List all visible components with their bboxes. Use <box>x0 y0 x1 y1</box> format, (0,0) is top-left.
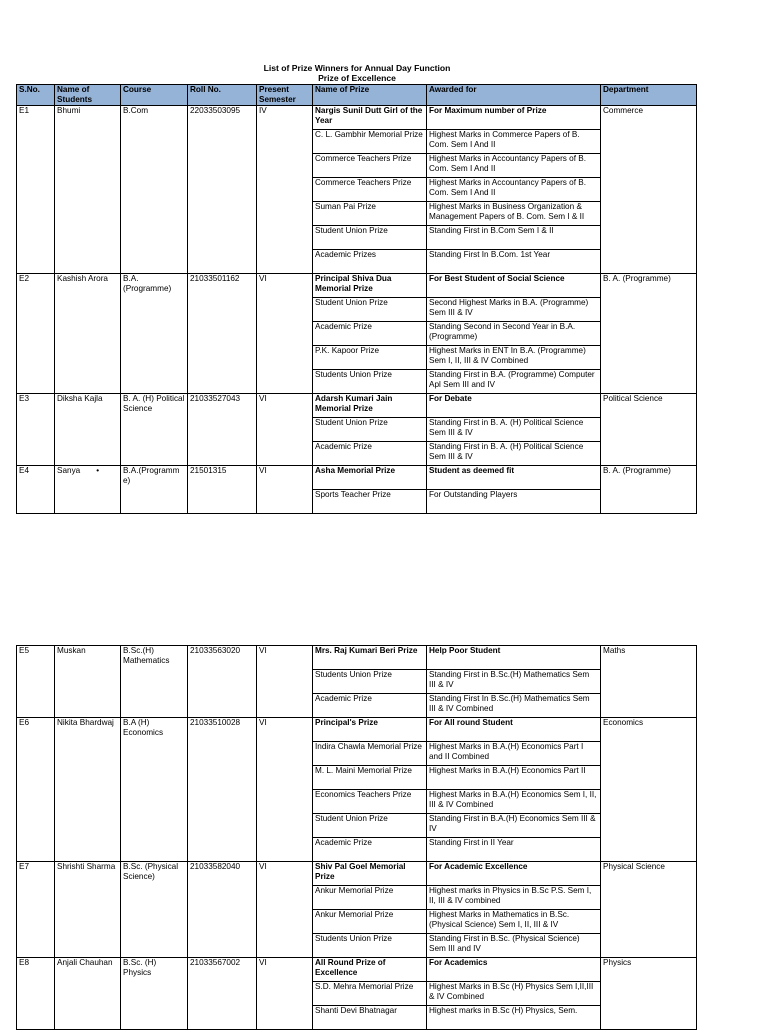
awarded-for-cell: Highest Marks in Mathematics in B.Sc. (Physical Science) Sem I, II, III & IV <box>427 910 601 934</box>
awarded-for-cell: Standing First in II Year <box>427 838 601 862</box>
awarded-for-cell: For Maximum number of Prize <box>427 106 601 130</box>
course-cell: B.A (H) Economics <box>121 718 188 862</box>
prize-name-cell: Student Union Prize <box>313 418 427 442</box>
awarded-for-cell: Standing First in B.Com Sem I & II <box>427 226 601 250</box>
table-row <box>17 466 697 490</box>
document-subtitle: Prize of Excellence <box>318 73 396 83</box>
awarded-for-cell: Highest Marks in Accountancy Papers of B. Com. Sem I And II <box>427 178 601 202</box>
roll-number-cell: 21033510028 <box>188 718 257 862</box>
roll-number-cell: 21501315 <box>188 466 257 514</box>
prize-name-cell: Academic Prize <box>313 694 427 718</box>
prize-name-cell: Indira Chawla Memorial Prize <box>313 742 427 766</box>
department-cell: Commerce <box>601 106 697 274</box>
serial-number-cell: E3 <box>17 394 55 466</box>
semester-cell: VI <box>257 394 313 466</box>
roll-number-cell: 21033563020 <box>188 646 257 718</box>
table-row <box>17 394 697 418</box>
prize-name-cell: Commerce Teachers Prize <box>313 178 427 202</box>
awarded-for-cell: Highest Marks in Commerce Papers of B. Com. Sem I And II <box>427 130 601 154</box>
prize-name-cell: Ankur Memorial Prize <box>313 886 427 910</box>
table-row <box>17 958 697 982</box>
prize-name-cell: S.D. Mehra Memorial Prize <box>313 982 427 1006</box>
awarded-for-cell: Highest Marks in Business Organization & Management Papers of B. Com. Sem I & II <box>427 202 601 226</box>
prize-name-cell: Principal's Prize <box>313 718 427 742</box>
prize-name-cell: M. L. Maini Memorial Prize <box>313 766 427 790</box>
prize-name-cell: Adarsh Kumari Jain Memorial Prize <box>313 394 427 418</box>
awarded-for-cell: Standing First in B. A. (H) Political Science Sem III & IV <box>427 442 601 466</box>
awarded-for-cell: Highest Marks in B.A.(H) Economics Sem I, II, III & IV Combined <box>427 790 601 814</box>
student-name-cell: Shrishti Sharma <box>55 862 121 958</box>
prize-table-part-2 <box>16 645 697 1030</box>
awarded-for-cell: Standing First in B.A. (Programme) Computer Apl Sem III and IV <box>427 370 601 394</box>
prize-name-cell: All Round Prize of Excellence <box>313 958 427 982</box>
student-name-cell: Kashish Arora <box>55 274 121 394</box>
awarded-for-cell: Student as deemed fit <box>427 466 601 490</box>
awarded-for-cell: For Academics <box>427 958 601 982</box>
header-roll: Roll No. <box>188 85 257 106</box>
prize-name-cell: C. L. Gambhir Memorial Prize <box>313 130 427 154</box>
department-cell: B. A. (Programme) <box>601 274 697 394</box>
awarded-for-cell: For Debate <box>427 394 601 418</box>
student-name-cell: Sanya • <box>55 466 121 514</box>
prize-name-cell: Nargis Sunil Dutt Girl of the Year <box>313 106 427 130</box>
awarded-for-cell: Highest marks in Physics in B.Sc P.S. Sem I, II, III & IV combined <box>427 886 601 910</box>
prize-name-cell: Academic Prize <box>313 442 427 466</box>
prize-name-cell: Principal Shiva Dua Memorial Prize <box>313 274 427 298</box>
serial-number-cell: E4 <box>17 466 55 514</box>
student-name-cell: Anjali Chauhan <box>55 958 121 1030</box>
header-sno: S.No. <box>17 85 55 106</box>
serial-number-cell: E5 <box>17 646 55 718</box>
awarded-for-cell: Highest marks in B.Sc (H) Physics, Sem. <box>427 1006 601 1030</box>
department-cell: Political Science <box>601 394 697 466</box>
awarded-for-cell: Highest Marks in B.Sc (H) Physics Sem I,II,III & IV Combined <box>427 982 601 1006</box>
awarded-for-cell: Standing Second in Second Year in B.A. (Programme) <box>427 322 601 346</box>
awarded-for-cell: Standing First In B.Sc.(H) Mathematics Sem III & IV Combined <box>427 694 601 718</box>
prize-name-cell: Student Union Prize <box>313 226 427 250</box>
prize-name-cell: Student Union Prize <box>313 814 427 838</box>
prize-name-cell: Academic Prizes <box>313 250 427 274</box>
course-cell: B.A.(Programm e) <box>121 466 188 514</box>
serial-number-cell: E2 <box>17 274 55 394</box>
prize-name-cell: Suman Pai Prize <box>313 202 427 226</box>
roll-number-cell: 21033567002 <box>188 958 257 1030</box>
prize-name-cell: Ankur Memorial Prize <box>313 910 427 934</box>
department-cell: Maths <box>601 646 697 718</box>
prize-name-cell: P.K. Kapoor Prize <box>313 346 427 370</box>
awarded-for-cell: For Academic Excellence <box>427 862 601 886</box>
awarded-for-cell: For All round Student <box>427 718 601 742</box>
serial-number-cell: E8 <box>17 958 55 1030</box>
awarded-for-cell: Highest Marks in Accountancy Papers of B. Com. Sem I And II <box>427 154 601 178</box>
prize-name-cell: Students Union Prize <box>313 934 427 958</box>
awarded-for-cell: Highest Marks in ENT In B.A. (Programme) Sem I, II, III & IV Combined <box>427 346 601 370</box>
header-name: Name of Students <box>55 85 121 106</box>
awarded-for-cell: Standing First in B.A.(H) Economics Sem III & IV <box>427 814 601 838</box>
table-row <box>17 718 697 742</box>
awarded-for-cell: Standing First In B.Com. 1st Year <box>427 250 601 274</box>
semester-cell: VI <box>257 646 313 718</box>
header-department: Department <box>601 85 697 106</box>
semester-cell: VI <box>257 718 313 862</box>
department-cell: Physics <box>601 958 697 1030</box>
prize-name-cell: Academic Prize <box>313 838 427 862</box>
course-cell: B.Sc.(H) Mathematics <box>121 646 188 718</box>
student-name-cell: Nikita Bhardwaj <box>55 718 121 862</box>
header-semester: Present Semester <box>257 85 313 106</box>
awarded-for-cell: Highest Marks in B.A.(H) Economics Part II <box>427 766 601 790</box>
prize-name-cell: Shanti Devi Bhatnagar <box>313 1006 427 1030</box>
prize-name-cell: Commerce Teachers Prize <box>313 154 427 178</box>
prize-name-cell: Mrs. Raj Kumari Beri Prize <box>313 646 427 670</box>
roll-number-cell: 21033582040 <box>188 862 257 958</box>
course-cell: B.Com <box>121 106 188 274</box>
student-name-cell: Diksha Kajla <box>55 394 121 466</box>
semester-cell: IV <box>257 106 313 274</box>
awarded-for-cell: Standing First in B. A. (H) Political Science Sem III & IV <box>427 418 601 442</box>
awarded-for-cell: Help Poor Student <box>427 646 601 670</box>
awarded-for-cell: Standing First in B.Sc. (Physical Science) Sem III and IV <box>427 934 601 958</box>
roll-number-cell: 21033501162 <box>188 274 257 394</box>
prize-name-cell: Sports Teacher Prize <box>313 490 427 514</box>
prize-name-cell: Academic Prize <box>313 322 427 346</box>
prize-name-cell: Shiv Pal Goel Memorial Prize <box>313 862 427 886</box>
student-name-cell: Muskan <box>55 646 121 718</box>
semester-cell: VI <box>257 274 313 394</box>
header-course: Course <box>121 85 188 106</box>
prize-table-part-1 <box>16 84 697 514</box>
serial-number-cell: E7 <box>17 862 55 958</box>
roll-number-cell: 22033503095 <box>188 106 257 274</box>
semester-cell: VI <box>257 466 313 514</box>
header-prize: Name of Prize <box>313 85 427 106</box>
awarded-for-cell: Second Highest Marks in B.A. (Programme) Sem III & IV <box>427 298 601 322</box>
semester-cell: VI <box>257 862 313 958</box>
department-cell: Economics <box>601 718 697 862</box>
table-row <box>17 106 697 130</box>
prize-name-cell: Students Union Prize <box>313 670 427 694</box>
serial-number-cell: E1 <box>17 106 55 274</box>
table-row <box>17 274 697 298</box>
course-cell: B.Sc. (H) Physics <box>121 958 188 1030</box>
prize-name-cell: Students Union Prize <box>313 370 427 394</box>
serial-number-cell: E6 <box>17 718 55 862</box>
prize-name-cell: Student Union Prize <box>313 298 427 322</box>
prize-name-cell: Asha Memorial Prize <box>313 466 427 490</box>
course-cell: B. A. (H) Political Science <box>121 394 188 466</box>
document-title: List of Prize Winners for Annual Day Function <box>263 63 451 73</box>
department-cell: B. A. (Programme) <box>601 466 697 514</box>
awarded-for-cell: Highest Marks in B.A.(H) Economics Part I and II Combined <box>427 742 601 766</box>
table-row <box>17 646 697 670</box>
table-header-row <box>17 85 697 106</box>
prize-name-cell: Economics Teachers Prize <box>313 790 427 814</box>
awarded-for-cell: Standing First in B.Sc.(H) Mathematics Sem III & IV <box>427 670 601 694</box>
semester-cell: VI <box>257 958 313 1030</box>
student-name-cell: Bhumi <box>55 106 121 274</box>
department-cell: Physical Science <box>601 862 697 958</box>
awarded-for-cell: For Best Student of Social Science <box>427 274 601 298</box>
course-cell: B.Sc. (Physical Science) <box>121 862 188 958</box>
awarded-for-cell: For Outstanding Players <box>427 490 601 514</box>
roll-number-cell: 21033527043 <box>188 394 257 466</box>
bullet-mark: • <box>96 466 100 475</box>
table-row <box>17 862 697 886</box>
header-awarded-for: Awarded for <box>427 85 601 106</box>
course-cell: B.A. (Programme) <box>121 274 188 394</box>
